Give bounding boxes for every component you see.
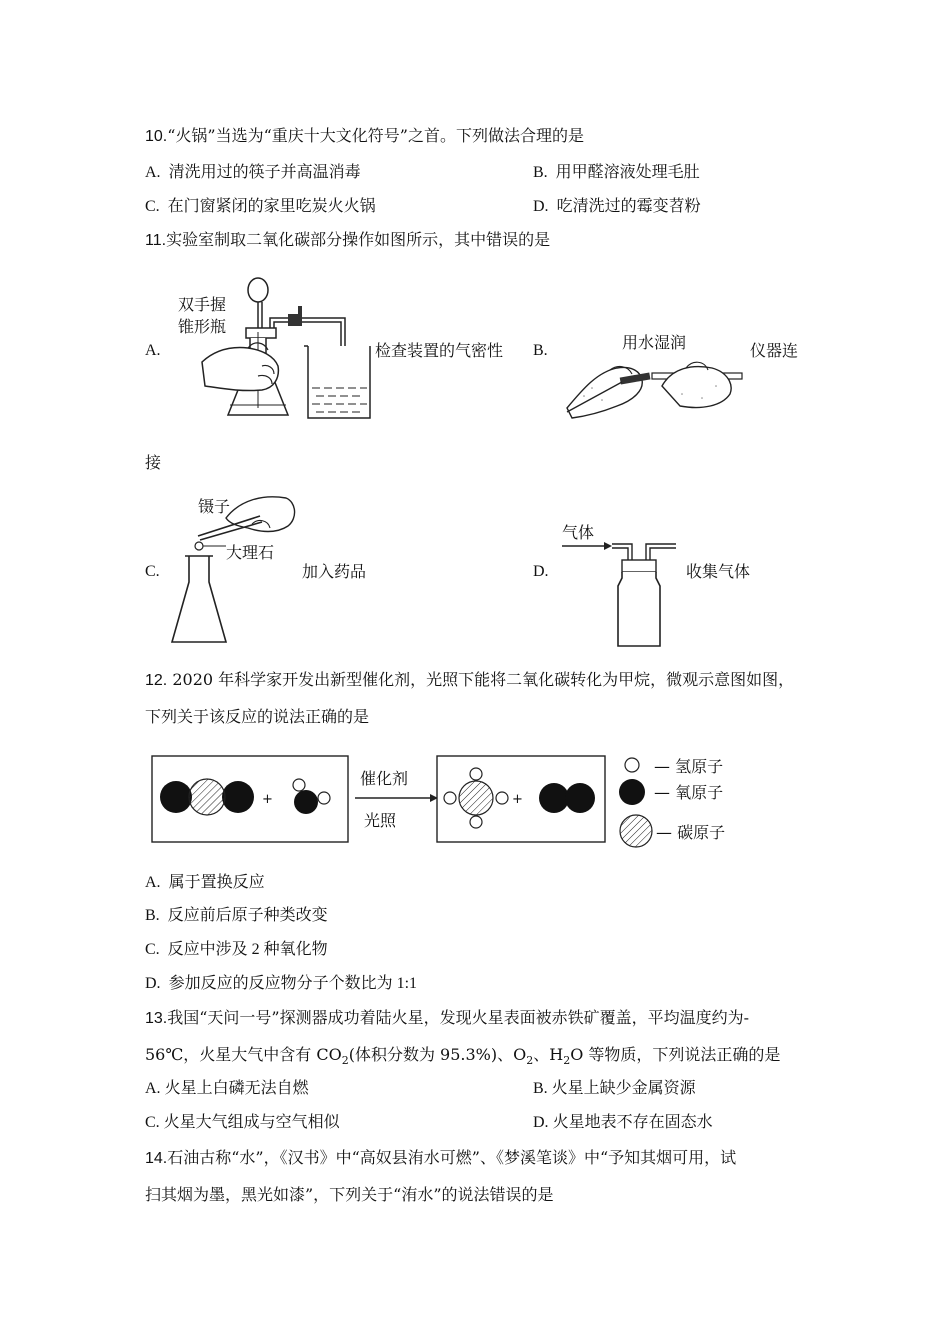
tube-connection-figure — [562, 330, 747, 420]
option-letter: C. — [145, 941, 160, 958]
option-letter: C. — [145, 1114, 160, 1131]
q13-stem-part: 、H — [533, 1045, 564, 1064]
q11-option-a-text: 检查装置的气密性 — [375, 341, 504, 360]
q14-stem-line-1 — [145, 1147, 736, 1170]
option-letter: B. — [533, 164, 548, 181]
legend-dash: — — [654, 783, 670, 802]
q14-stem-line-2: 扫其烟为墨，黑光如漆”，下列关于“洧水”的说法错误的是 — [145, 1185, 554, 1204]
q11-option-c-letter: C. — [145, 563, 160, 580]
option-text: 属于置换反应 — [168, 874, 265, 891]
q13-option-c — [145, 1112, 340, 1134]
q11-option-d-letter: D. — [533, 563, 549, 580]
option-letter: D. — [145, 975, 161, 992]
option-text: 火星地表不存在固态水 — [552, 1114, 713, 1131]
add-reagent-figure — [168, 490, 300, 650]
q13-option-a — [145, 1078, 309, 1100]
q12-stem-line-2: 下列关于该反应的说法正确的是 — [145, 707, 370, 726]
q12-number: 12. — [145, 672, 168, 689]
q11-option-b-letter: B. — [533, 342, 548, 359]
legend-label: 氧原子 — [675, 783, 724, 802]
option-text: 参加反应的反应物分子个数比为 1:1 — [168, 975, 418, 992]
q10-stem-text: “火锅”当选为“重庆十大文化符号”之首。下列做法合理的是 — [167, 126, 584, 145]
legend-oxygen — [654, 780, 723, 803]
q10-option-b — [533, 162, 700, 184]
q12-stem-line-1 — [145, 669, 794, 692]
q12-option-d — [145, 973, 417, 995]
wet-with-water-label: 用水湿润 — [622, 333, 687, 352]
q12-stem-text-1: 2020 年科学家开发出新型催化剂，光照下能将二氧化碳转化为甲烷，微观示意图如图， — [172, 670, 795, 689]
q10-number: 10. — [145, 128, 168, 145]
q12-option-b — [145, 905, 328, 927]
plus-sign-left: + — [262, 792, 273, 807]
legend-label: 碳原子 — [677, 823, 726, 842]
option-letter: D. — [533, 198, 549, 215]
legend-dash: — — [654, 757, 670, 776]
q11-stem — [145, 229, 550, 252]
q11-option-b-text: 仪器连 — [750, 341, 799, 360]
option-text: 火星上缺少金属资源 — [551, 1080, 696, 1097]
q13-stem-text-1: 我国“天问一号”探测器成功着陆火星，发现火星表面被赤铁矿覆盖，平均温度约为- — [167, 1008, 750, 1027]
catalyst-label: 催化剂 — [360, 769, 409, 788]
q10-option-c — [145, 196, 376, 218]
marble-label: 大理石 — [226, 543, 275, 562]
reaction-microscopic-diagram — [150, 752, 750, 852]
light-label: 光照 — [364, 811, 397, 830]
legend-hydrogen — [654, 754, 723, 777]
q13-option-b — [533, 1078, 696, 1100]
option-text: 反应前后原子种类改变 — [167, 907, 328, 924]
subscript: 2 — [563, 1054, 571, 1068]
option-text: 火星大气组成与空气相似 — [163, 1114, 340, 1131]
q14-number: 14. — [145, 1150, 168, 1167]
q11-option-d-text: 收集气体 — [686, 562, 751, 581]
gas-collection-figure — [560, 520, 682, 650]
q10-stem — [145, 125, 584, 148]
q11-option-b-text-wrap: 接 — [145, 453, 162, 472]
q12-option-c — [145, 939, 328, 961]
gas-label: 气体 — [562, 523, 595, 542]
q13-stem-part: 56℃，火星大气中含有 CO — [145, 1045, 342, 1064]
option-letter: C. — [145, 198, 160, 215]
q13-number: 13. — [145, 1010, 168, 1027]
tweezers-label: 镊子 — [198, 497, 231, 516]
q13-stem-line-1 — [145, 1007, 749, 1030]
q11-option-c-text: 加入药品 — [302, 562, 367, 581]
q11-number: 11. — [145, 232, 167, 249]
legend-carbon — [656, 820, 725, 843]
subscript: 2 — [526, 1054, 534, 1068]
option-letter: A. — [145, 1080, 161, 1097]
hand-grip-label-1: 双手握 — [178, 295, 227, 314]
airtightness-check-figure — [170, 270, 375, 425]
legend-label: 氢原子 — [675, 757, 724, 776]
q13-stem-line-2 — [145, 1044, 780, 1072]
option-letter: B. — [533, 1080, 548, 1097]
q10-option-a — [145, 162, 361, 184]
option-text: 火星上白磷无法自燃 — [164, 1080, 309, 1097]
q13-option-d — [533, 1112, 713, 1134]
option-text: 用甲醛溶液处理毛肚 — [555, 164, 700, 181]
q13-stem-part: O 等物质，下列说法正确的是 — [570, 1045, 781, 1064]
q14-stem-text-1: 石油古称“水”，《汉书》中“高奴县洧水可燃”、《梦溪笔谈》中“予知其烟可用，试 — [167, 1148, 737, 1167]
option-letter: D. — [533, 1114, 549, 1131]
flask-tweezers-illustration — [168, 490, 300, 650]
option-text: 清洗用过的筷子并高温消毒 — [168, 164, 361, 181]
subscript: 2 — [341, 1054, 349, 1068]
q11-stem-text: 实验室制取二氧化碳部分操作如图所示，其中错误的是 — [166, 230, 551, 249]
option-text: 吃清洗过的霉变苕粉 — [556, 198, 701, 215]
option-letter: A. — [145, 164, 161, 181]
option-text: 反应中涉及 2 种氧化物 — [167, 941, 328, 958]
hand-grip-label-2: 锥形瓶 — [178, 317, 227, 336]
option-letter: B. — [145, 907, 160, 924]
plus-sign-right: + — [512, 792, 523, 807]
option-letter: A. — [145, 874, 161, 891]
q12-option-a — [145, 872, 265, 894]
option-text: 在门窗紧闭的家里吃炭火火锅 — [167, 198, 376, 215]
legend-dash: — — [656, 823, 672, 842]
q10-option-d — [533, 196, 701, 218]
q13-stem-part: (体积分数为 95.3%)、O — [348, 1045, 527, 1064]
q11-option-a-letter: A. — [145, 342, 161, 359]
